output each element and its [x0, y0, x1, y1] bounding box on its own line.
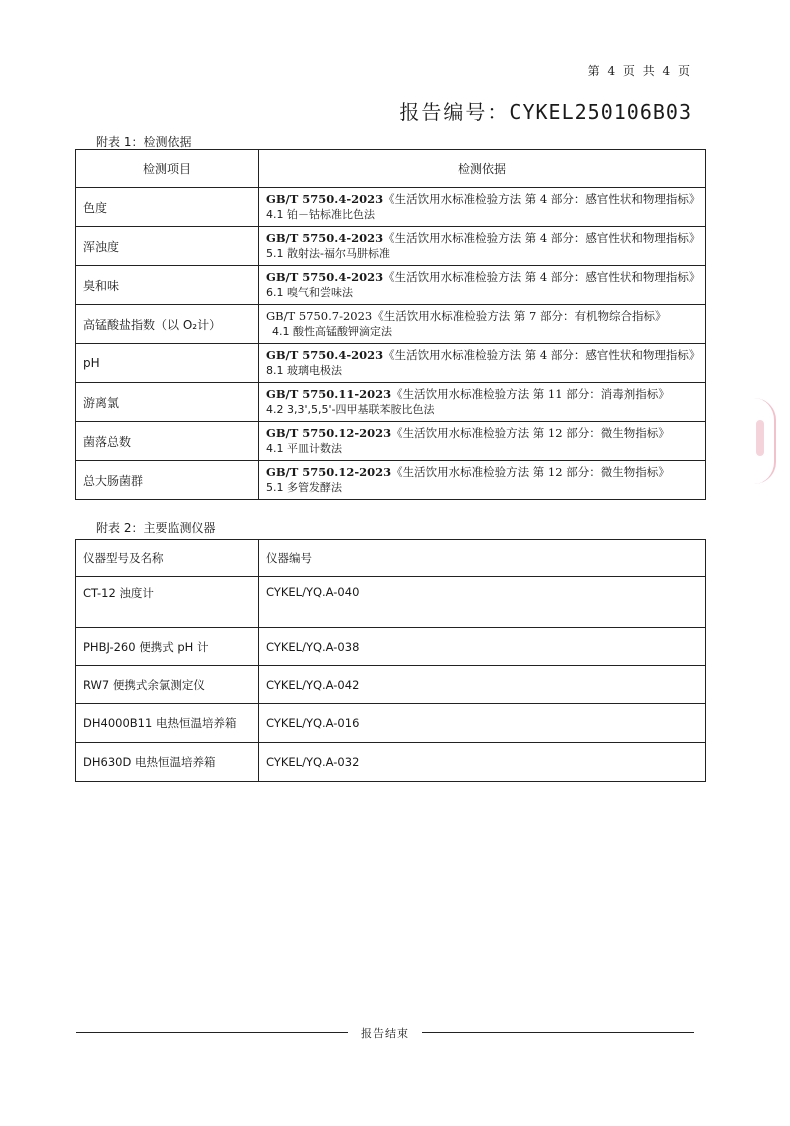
instrument-code: CYKEL/YQ.A-040: [259, 577, 706, 628]
seal-stamp-fragment: [754, 398, 776, 484]
standard-title: 《生活饮用水标准检验方法 第 11 部分：消毒剂指标》: [391, 387, 670, 401]
standard-code: GB/T 5750.11-2023: [266, 387, 392, 401]
test-basis-table: [75, 149, 706, 500]
table2-caption: 附表 2：主要监测仪器: [96, 521, 216, 535]
test-basis: [259, 305, 706, 344]
test-method: 4.1 酸性高锰酸钾滴定法: [272, 325, 392, 338]
standard-code: GB/T 5750.4-2023: [266, 348, 384, 362]
standard-code: GB/T 5750.4-2023: [266, 270, 384, 284]
test-item: 色度: [76, 188, 259, 227]
table-row: [76, 266, 706, 305]
instrument-name: PHBJ-260 便携式 pH 计: [76, 628, 259, 666]
test-basis: [259, 422, 706, 461]
table-row: [76, 344, 706, 383]
standard-code: GB/T 5750.4-2023: [266, 231, 384, 245]
test-item: 浑浊度: [76, 227, 259, 266]
standard-code: GB/T 5750.7-2023: [266, 309, 373, 323]
instrument-code: CYKEL/YQ.A-038: [259, 628, 706, 666]
column-header-instrument: 仪器型号及名称: [76, 540, 259, 577]
instrument-table: [75, 539, 706, 782]
column-header-code: 仪器编号: [259, 540, 706, 577]
table-row: [76, 305, 706, 344]
test-item: pH: [76, 344, 259, 383]
table-row: [76, 188, 706, 227]
report-footer: [76, 1025, 694, 1039]
test-method: 5.1 多管发酵法: [266, 481, 342, 494]
standard-code: GB/T 5750.12-2023: [266, 426, 392, 440]
standard-code: GB/T 5750.12-2023: [266, 465, 392, 479]
table-header-row: [76, 540, 706, 577]
table-row: [76, 461, 706, 500]
test-basis: [259, 461, 706, 500]
footer-divider-left: [76, 1032, 348, 1033]
footer-divider-right: [422, 1032, 694, 1033]
test-method: 8.1 玻璃电极法: [266, 364, 342, 377]
test-method: 4.2 3,3',5,5'-四甲基联苯胺比色法: [266, 403, 435, 416]
standard-title: 《生活饮用水标准检验方法 第 12 部分：微生物指标》: [391, 426, 670, 440]
test-item: 臭和味: [76, 266, 259, 305]
instrument-name: DH630D 电热恒温培养箱: [76, 743, 259, 782]
instrument-name: DH4000B11 电热恒温培养箱: [76, 704, 259, 743]
standard-title: 《生活饮用水标准检验方法 第 7 部分：有机物综合指标》: [372, 309, 667, 323]
test-method: 4.1 平皿计数法: [266, 442, 342, 455]
standard-title: 《生活饮用水标准检验方法 第 4 部分：感官性状和物理指标》: [383, 348, 701, 362]
table-row: [76, 743, 706, 782]
test-basis: [259, 227, 706, 266]
test-basis: [259, 188, 706, 227]
standard-title: 《生活饮用水标准检验方法 第 4 部分：感官性状和物理指标》: [383, 192, 701, 206]
page-number: 第 4 页 共 4 页: [587, 64, 692, 78]
table-header-row: [76, 150, 706, 188]
column-header-item: 检测项目: [76, 150, 259, 188]
instrument-code: CYKEL/YQ.A-032: [259, 743, 706, 782]
test-item: 总大肠菌群: [76, 461, 259, 500]
table-row: [76, 628, 706, 666]
test-method: 6.1 嗅气和尝味法: [266, 286, 353, 299]
test-method: 4.1 铂－钴标准比色法: [266, 208, 375, 221]
report-number-value: CYKEL250106B03: [509, 100, 692, 124]
test-method: 5.1 散射法-福尔马肼标准: [266, 247, 390, 260]
table-row: [76, 227, 706, 266]
instrument-code: CYKEL/YQ.A-016: [259, 704, 706, 743]
report-number: [399, 96, 692, 125]
report-number-label: 报告编号：: [399, 100, 510, 124]
table-row: [76, 704, 706, 743]
instrument-name: RW7 便携式余氯测定仪: [76, 666, 259, 704]
column-header-basis: 检测依据: [259, 150, 706, 188]
test-item: 游离氯: [76, 383, 259, 422]
standard-code: GB/T 5750.4-2023: [266, 192, 384, 206]
test-item: 高锰酸盐指数（以 O₂计）: [76, 305, 259, 344]
table-row: [76, 383, 706, 422]
standard-title: 《生活饮用水标准检验方法 第 4 部分：感官性状和物理指标》: [383, 231, 701, 245]
instrument-name: CT-12 浊度计: [76, 577, 259, 628]
table-row: [76, 422, 706, 461]
test-basis: [259, 266, 706, 305]
table-row: [76, 666, 706, 704]
instrument-code: CYKEL/YQ.A-042: [259, 666, 706, 704]
test-item: 菌落总数: [76, 422, 259, 461]
standard-title: 《生活饮用水标准检验方法 第 4 部分：感官性状和物理指标》: [383, 270, 701, 284]
test-basis: [259, 344, 706, 383]
table1-caption: 附表 1：检测依据: [96, 135, 192, 149]
standard-title: 《生活饮用水标准检验方法 第 12 部分：微生物指标》: [391, 465, 670, 479]
report-end-text: 报告结束: [361, 1027, 409, 1040]
table-row: [76, 577, 706, 628]
test-basis: [259, 383, 706, 422]
seal-ink: [756, 420, 764, 456]
